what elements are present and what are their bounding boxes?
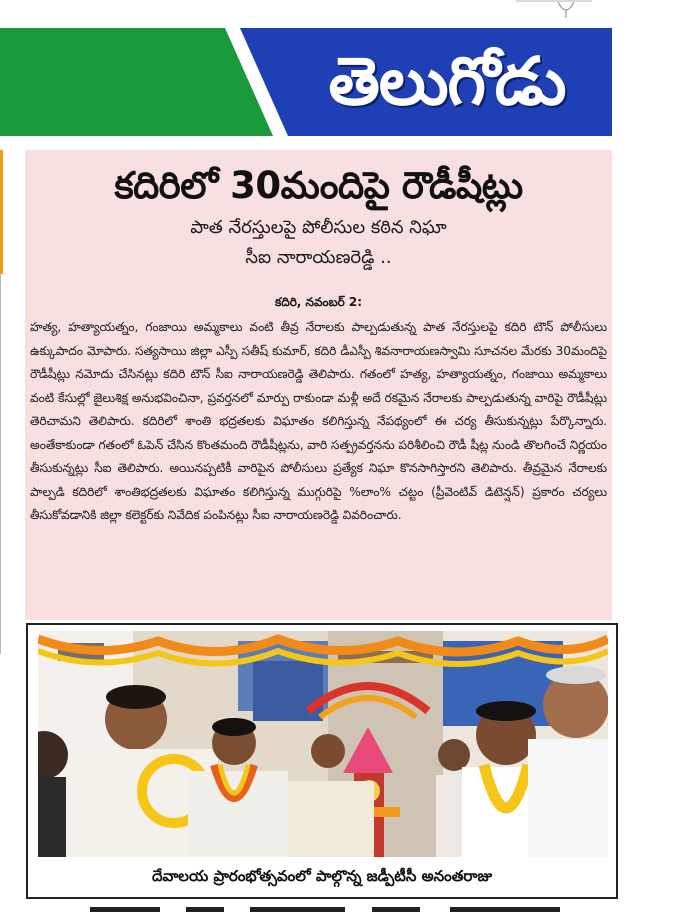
article-subheadline-line-2: సీఐ నారాయణరెడ్డి .. <box>245 247 392 268</box>
masthead-banner <box>0 28 612 136</box>
temple-event-photo <box>38 631 608 857</box>
left-margin-accent <box>0 150 3 274</box>
news-article <box>25 150 612 620</box>
photo-illustration <box>38 631 608 857</box>
article-dateline: కదిరి, నవంబర్ 2: <box>274 295 363 309</box>
left-margin-rule <box>0 274 1 654</box>
article-headline: కదిరిలో 30మందిపై రౌడీషీట్లు <box>114 164 523 207</box>
article-body: హత్య, హత్యాయత్నం, గంజాయి అమ్మకాలు వంటి తీవ్ర నేరాలకు పాల్పడుతున్న పాత నేరస్తులపై కదిరి టౌన్ పోలీసులు ఉక్కుపాదం మోపారు. సత్యసాయి జిల్లా ఎస్పీ సతీష్ కుమార్, కదిరి డీఎస్పీ శివనారాయణస్వామి సూచనల మేరకు 30మందిపై రౌడీషీట్లు నమోదు చేసినట్లు కదిరి టౌన్ సీఐ నారాయణరెడ్డి తెలిపారు. గతంలో హత్య, హత్యాయత్నం, గంజాయి అమ్మకాలు వంటి కేసుల్లో జైలుశిక్ష అనుభవించినా, ప్రవర్తనలో మార్పు రాకుండా మళ్లీ అదే రకమైన నేరాలకు పాల్పడుతున్న వారిపై రౌడీషీట్లు తెరిచామని తెలిపారు. కదిరిలో శాంతి భద్రతలకు విఘాతం కలిగిస్తున్న నేపథ్యంలో ఈ చర్య తీసుకున్నట్లు పేర్కొన్నారు. అంతేకాకుండా గతంలో ఓపెన్ చేసిన కొంతమంది రౌడీషీట్లను, వారి సత్ప్రవర్తనను పరిశీలించి రౌడీ షీట్ల నుండి తొలగించే నిర్ణయం తీసుకున్నట్లు సీఐ తెలిపారు. అయినప్పటికీ వారిపైన పోలీసులు ప్రత్యేక నిఘా కొనసాగిస్తారని తెలిపారు. తీవ్రమైన నేరాలకు పాల్పడి కదిరిలో శాంతిభద్రతలకు విఘాతం కలిగిస్తున్న ముగ్గురిపై %లాం% చట్టం (ప్రీవెంటివ్ డిటెన్షన్) ప్రకారం చర్యలు తీసుకోవడానికి జిల్లా కలెక్టర్‌కు నివేదిక పంపినట్లు సీఐ నారాయణరెడ్డి వివరించారు. <box>30 320 607 522</box>
article-subheadline-line-1: పాత నేరస్తులపై పోలీసుల కఠిన నిఘా <box>190 217 447 238</box>
page-top-strip <box>0 0 679 28</box>
photo-caption: దేవాలయ ప్రారంభోత్సవంలో పాల్గొన్న జడ్పీటీసీ అనంతరాజు <box>152 867 492 885</box>
photo-box <box>26 623 618 899</box>
next-article-heading-fragment <box>90 904 610 912</box>
clip-mark-icon <box>516 0 592 18</box>
masthead-title: తెలుగోడు <box>328 43 566 120</box>
